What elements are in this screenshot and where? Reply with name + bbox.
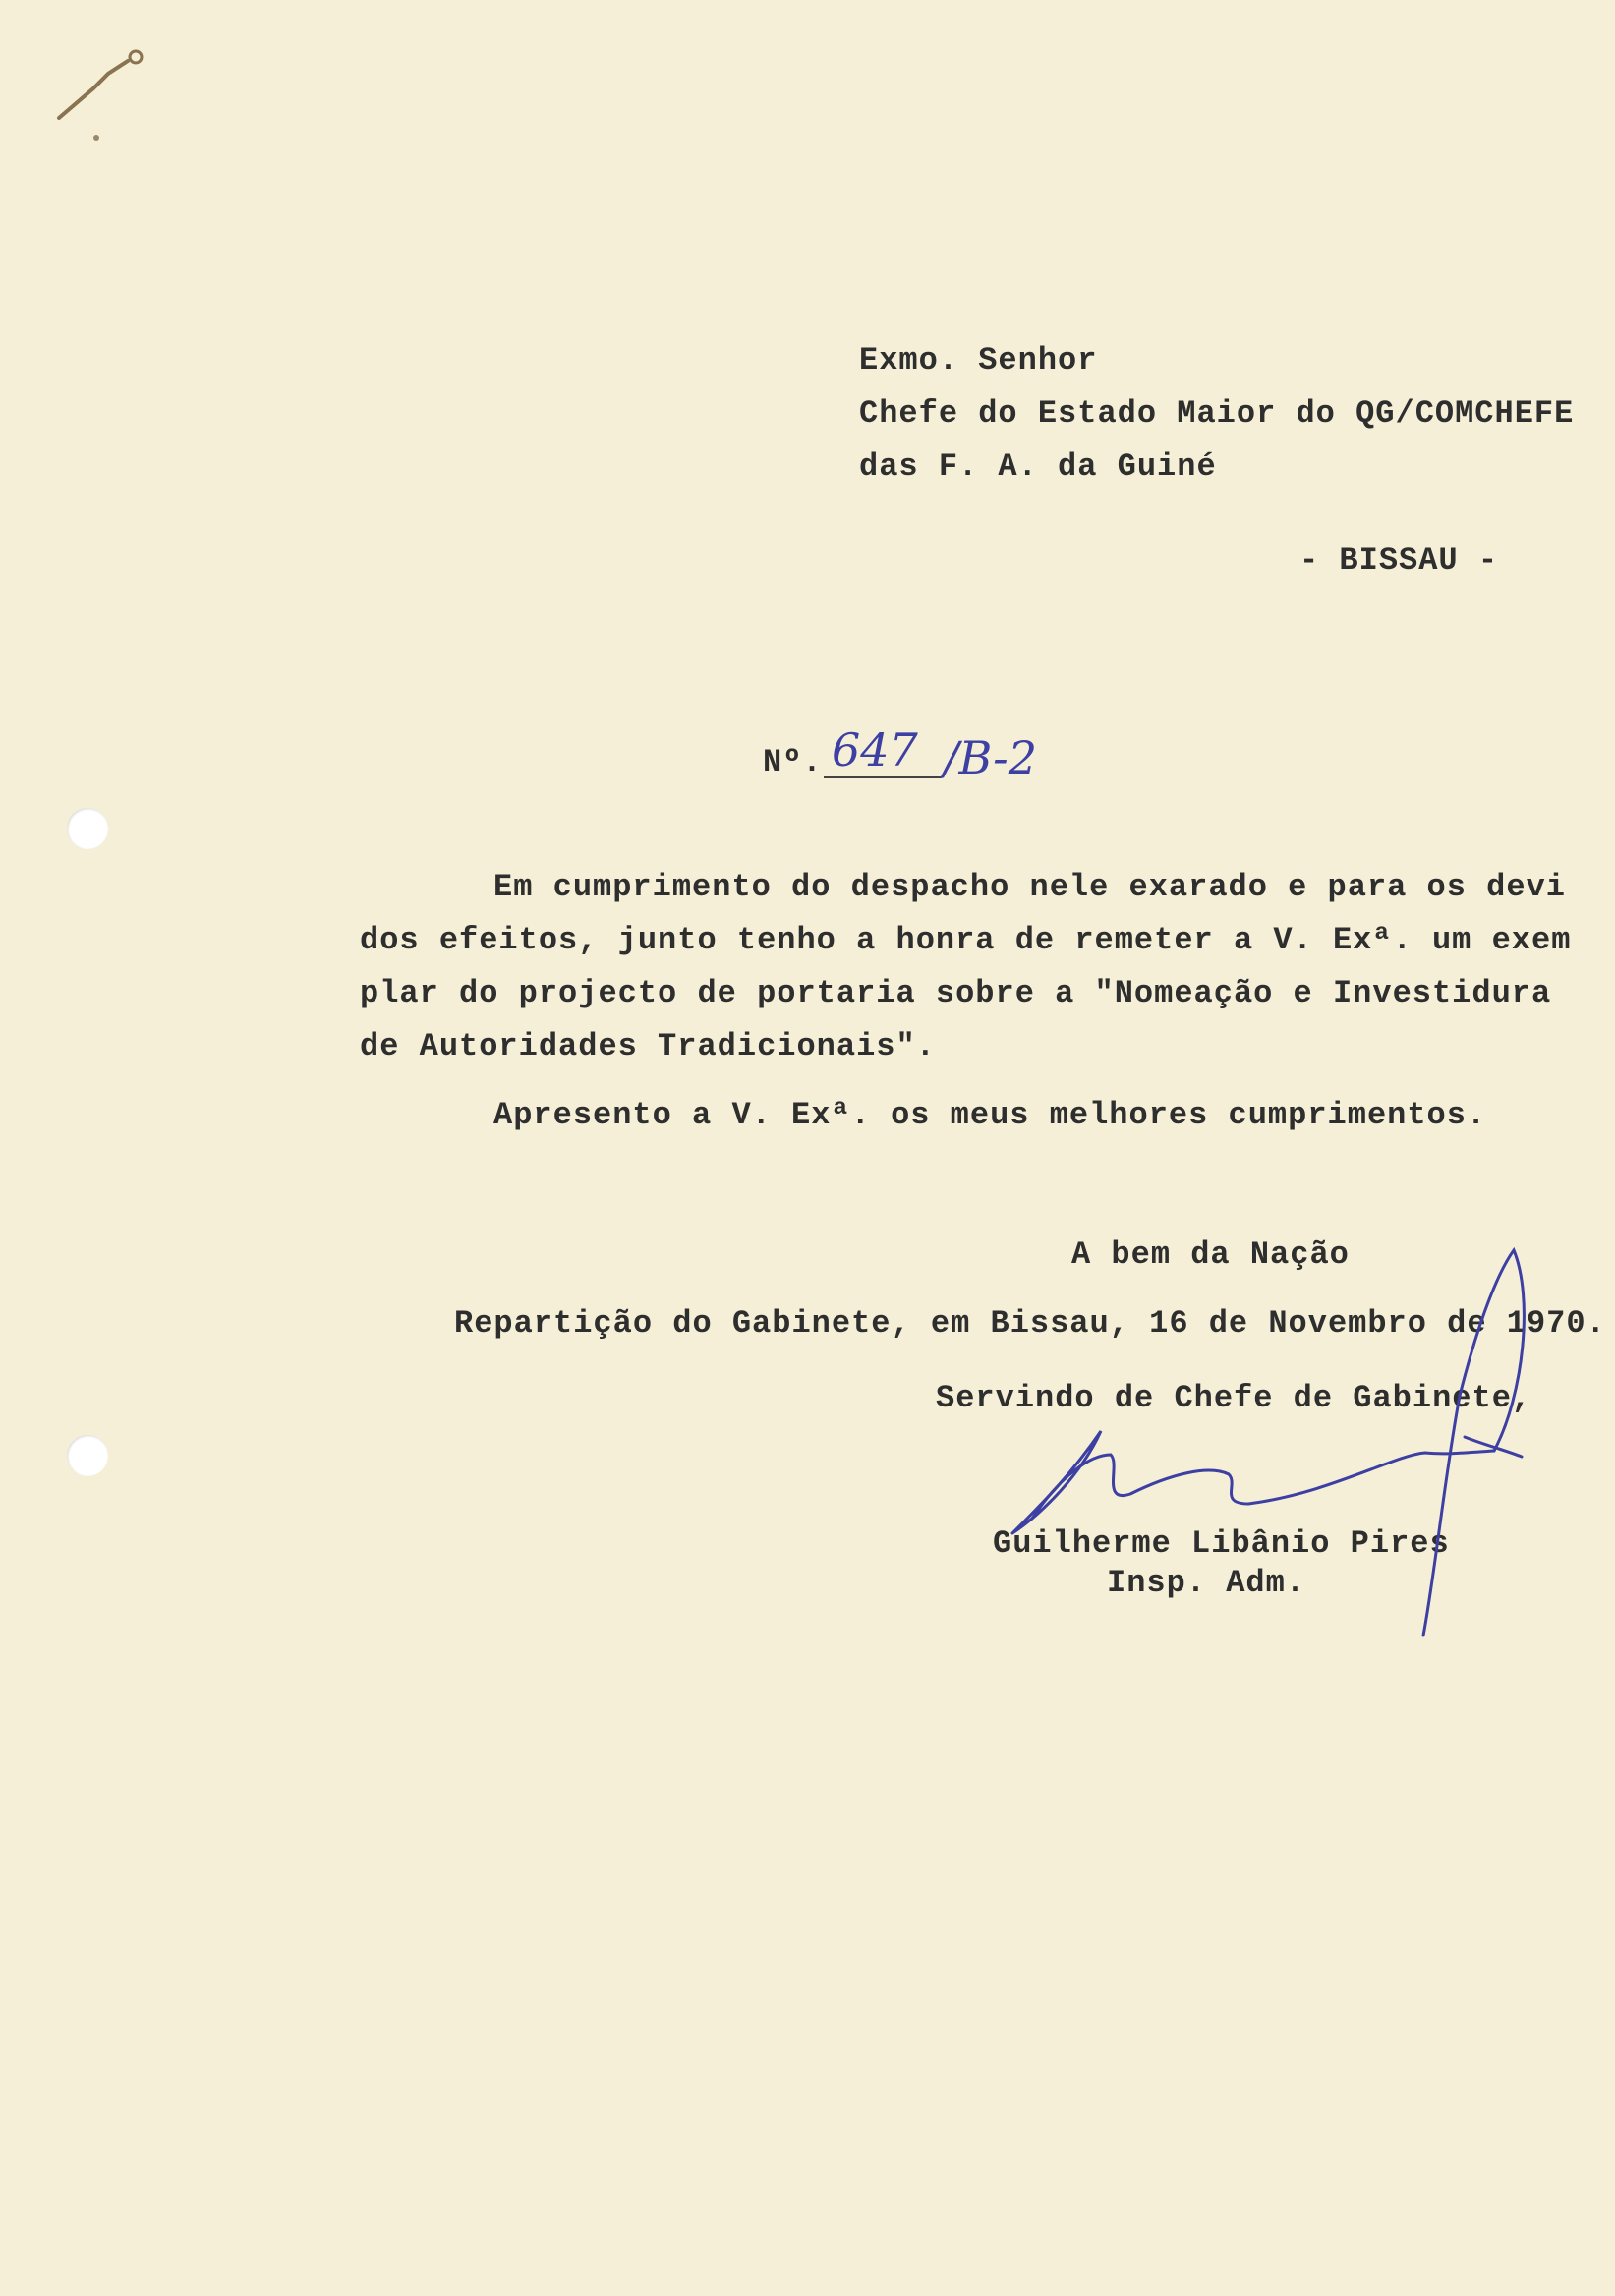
signer-name: Guilherme Libânio Pires (993, 1525, 1450, 1562)
body-line-4: de Autoridades Tradicionais". (360, 1028, 936, 1064)
body-line-3: plar do projecto de portaria sobre a "Nomeação e Investidura (360, 975, 1552, 1011)
address-line-2: das F. A. da Guiné (859, 448, 1217, 485)
body-line-1: Em cumprimento do despacho nele exarado e para os devi (493, 869, 1566, 905)
signer-title: Insp. Adm. (1107, 1565, 1306, 1601)
address-line-1: Chefe do Estado Maior do QG/COMCHEFE (859, 395, 1575, 431)
closing-place-date: Repartição do Gabinete, em Bissau, 16 de Novembro de 1970. (454, 1305, 1606, 1342)
address-city: - BISSAU - (1299, 543, 1499, 579)
address-salutation: Exmo. Senhor (859, 342, 1098, 378)
reference-label: Nº. (763, 744, 823, 780)
closing-role: Servindo de Chefe de Gabinete, (936, 1380, 1532, 1416)
closing-motto: A bem da Nação (1071, 1236, 1350, 1273)
body-line-5: Apresento a V. Exª. os meus melhores cumprimentos. (493, 1097, 1487, 1133)
body-line-2: dos efeitos, junto tenho a honra de remeter a V. Exª. um exem (360, 922, 1572, 958)
reference-suffix: /B-2 (944, 731, 1037, 784)
reference-number: 647 (832, 723, 918, 776)
